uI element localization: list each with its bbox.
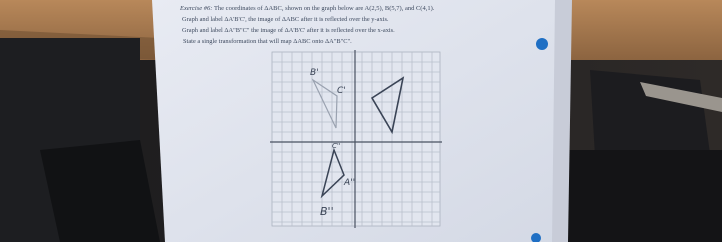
exercise-line-1: The coordinates of ΔABC, shown on the graph below are A(2,5), B(5,7), and C(4,1). <box>213 5 435 12</box>
right-floor <box>565 150 722 242</box>
exercise-line-4: State a single transformation that will map ΔABC onto ΔA"B"C". <box>183 38 352 45</box>
label-b-prime: B' <box>310 68 319 78</box>
label-b-double-prime: B'' <box>320 205 334 218</box>
hole-punch-icon <box>536 38 548 50</box>
exercise-heading <box>180 5 434 12</box>
exercise-line-3: Graph and label ΔA"B"C" the image of ΔA'B'C' after it is reflected over the x-axis. <box>182 27 395 34</box>
coordinate-grid <box>272 52 440 226</box>
chair-bag <box>40 140 160 242</box>
label-c-prime: C' <box>337 86 346 96</box>
exercise-label: Exercise #6: <box>180 5 213 12</box>
label-c-double-prime: C'' <box>332 142 341 150</box>
label-a-double-prime: A'' <box>344 178 356 188</box>
exercise-line-2: Graph and label ΔA'B'C', the image of ΔABC after it is reflected over the y-axis. <box>182 16 389 23</box>
